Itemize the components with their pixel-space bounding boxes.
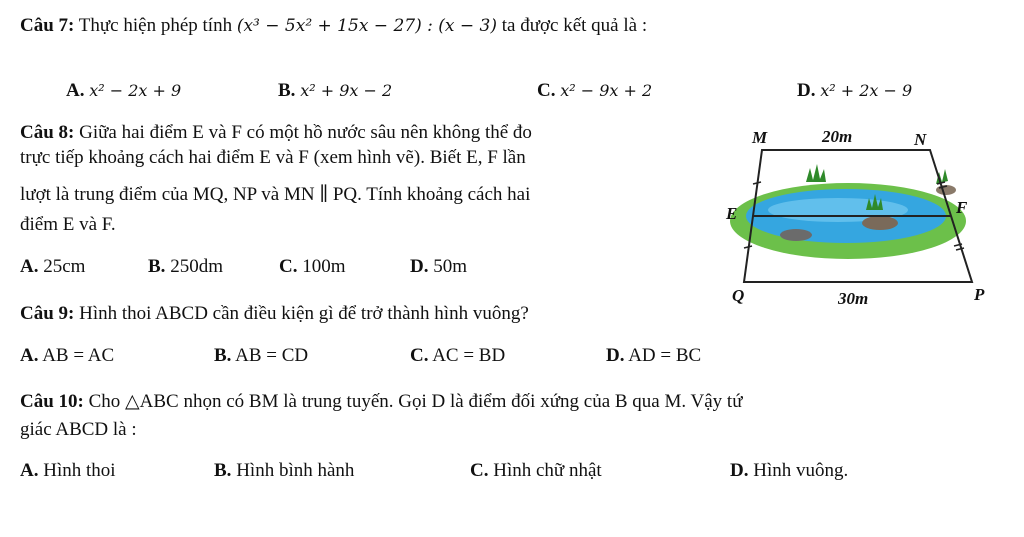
label-top-length: 20m [822, 127, 853, 146]
q9-option-b[interactable] [214, 345, 308, 367]
rock-1 [780, 229, 812, 241]
q7-option-c[interactable] [537, 80, 652, 102]
q8-option-d-value: 50m [433, 256, 468, 277]
q10-stem-line2: giác ABCD là : [20, 419, 137, 440]
lake-figure-svg [718, 122, 1018, 307]
label-n: N [914, 130, 927, 149]
tick-mq-2 [744, 246, 752, 248]
q8-stem-line1 [20, 121, 532, 145]
label-e: E [726, 204, 738, 223]
q7-option-d-key: D. [797, 80, 816, 101]
q8-option-a-key: A. [20, 256, 39, 277]
label-p: P [974, 285, 985, 304]
q7-option-b[interactable] [278, 80, 392, 102]
q10-text-line1: Cho △ABC nhọn có BM là trung tuyến. Gọi D là điểm đối xứng của B qua M. Vậy tứ [83, 391, 743, 412]
q7-option-a-value: x² − 2x + 9 [89, 81, 182, 100]
q9-option-c-key: C. [410, 345, 429, 366]
tick-np-2b [956, 248, 964, 250]
q9-stem [20, 302, 529, 326]
q8-option-b[interactable] [148, 256, 223, 278]
q9-option-a-key: A. [20, 345, 39, 366]
q7-text-before: Thực hiện phép tính [74, 15, 237, 36]
q8-stem-line4: điểm E và F. [20, 214, 116, 235]
q7-option-c-value: x² − 9x + 2 [560, 81, 653, 100]
q7-option-a[interactable] [66, 80, 181, 102]
q10-option-c-key: C. [470, 460, 489, 481]
q7-option-b-value: x² + 9x − 2 [300, 81, 393, 100]
q9-option-a-value: AB = AC [42, 345, 115, 366]
label-bottom-length: 30m [838, 289, 869, 308]
q7-option-d[interactable] [797, 80, 912, 102]
q7-text-after: ta được kết quả là : [496, 15, 648, 36]
lake-figure [718, 122, 1018, 307]
q10-option-b-value: Hình bình hành [236, 460, 355, 481]
q8-option-b-value: 250dm [170, 256, 223, 277]
tick-mq-1 [753, 182, 761, 184]
q10-label: Câu 10: [20, 391, 84, 412]
q8-option-b-key: B. [148, 256, 166, 277]
q9-option-d-key: D. [606, 345, 625, 366]
q10-option-a-value: Hình thoi [43, 460, 116, 481]
q9-option-b-value: AB = CD [235, 345, 309, 366]
q10-option-d[interactable] [730, 460, 848, 482]
q7-option-b-key: B. [278, 80, 296, 101]
q8-stem-line3: lượt là trung điểm của MQ, NP và MN ∥ PQ. Tính khoảng cách hai [20, 184, 531, 205]
q10-option-c-value: Hình chữ nhật [493, 460, 602, 481]
q9-text: Hình thoi ABCD cần điều kiện gì để trở thành hình vuông? [74, 303, 529, 324]
q10-option-d-value: Hình vuông. [753, 460, 849, 481]
q8-option-c[interactable] [279, 256, 346, 278]
q8-option-a-value: 25cm [43, 256, 86, 277]
q9-option-a[interactable] [20, 345, 114, 367]
q10-option-b[interactable] [214, 460, 354, 482]
q8-label: Câu 8: [20, 122, 75, 143]
q10-option-a-key: A. [20, 460, 39, 481]
q10-option-b-key: B. [214, 460, 232, 481]
q8-option-c-value: 100m [302, 256, 346, 277]
q10-option-a[interactable] [20, 460, 116, 482]
q7-stem [20, 14, 647, 38]
q7-label: Câu 7: [20, 15, 75, 36]
rock-2 [862, 216, 898, 230]
q9-option-b-key: B. [214, 345, 232, 366]
label-m: M [752, 128, 768, 147]
q8-text-line1: Giữa hai điểm E và F có một hồ nước sâu nên không thể đo [74, 122, 532, 143]
q10-option-d-key: D. [730, 460, 749, 481]
q7-expression: (x³ − 5x² + 15x − 27) : (x − 3) [236, 16, 497, 36]
q9-option-c-value: AC = BD [432, 345, 506, 366]
q8-option-c-key: C. [279, 256, 298, 277]
q9-option-d[interactable] [606, 345, 701, 367]
label-q: Q [732, 286, 745, 305]
q8-stem-line2: trực tiếp khoảng cách hai điểm E và F (xem hình vẽ). Biết E, F lần [20, 147, 526, 168]
q8-option-d-key: D. [410, 256, 429, 277]
q7-option-d-value: x² + 2x − 9 [820, 81, 913, 100]
q9-option-c[interactable] [410, 345, 505, 367]
q7-option-c-key: C. [537, 80, 556, 101]
q8-option-a[interactable] [20, 256, 85, 278]
q7-option-a-key: A. [66, 80, 85, 101]
q9-label: Câu 9: [20, 303, 75, 324]
label-f: F [956, 198, 968, 217]
q10-option-c[interactable] [470, 460, 602, 482]
q10-stem-line1 [20, 390, 743, 414]
q9-option-d-value: AD = BC [628, 345, 702, 366]
q8-option-d[interactable] [410, 256, 467, 278]
reed-1 [806, 164, 826, 182]
